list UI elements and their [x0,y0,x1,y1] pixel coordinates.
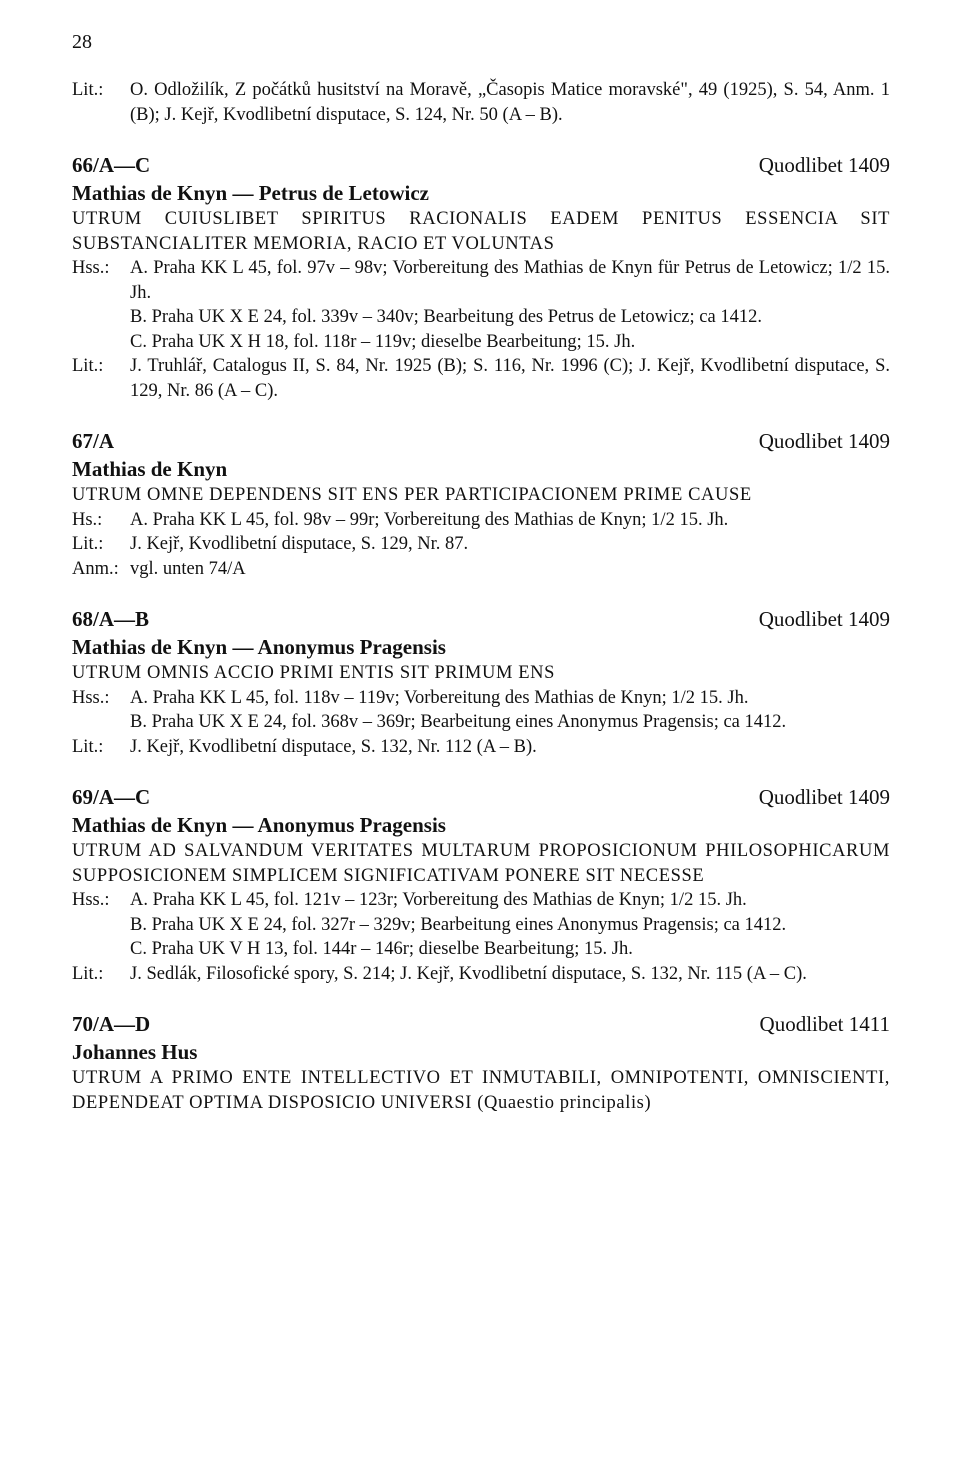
entry-id: 66/A—C [72,153,151,177]
hss-label: Hss.: [72,687,110,708]
lit-text: O. Odložilík, Z počátků husitství na Moravě, „Časopis Matice moravské", 49 (1925), S. 54, Anm. 1 (B); J. Kejř, Kvodlibetní disputace, S. 124, Nr. 50 (A – B). [130,80,890,125]
entry-header [72,151,890,179]
catalog-entry [72,427,890,581]
lit-label: Lit.: [72,80,104,100]
top-literature [72,78,890,127]
manuscript-item: A. Praha KK L 45, fol. 97v – 98v; Vorbereitung des Mathias de Knyn für Petrus de Letowicz; 1/2 15. Jh. [130,258,890,303]
hss-label: Hss.: [72,258,110,278]
entry-header [72,605,890,633]
entry-incipit: UTRUM OMNIS ACCIO PRIMI ENTIS SIT PRIMUM ENS [72,663,555,683]
entry-header [72,427,890,455]
manuscript-item: B. Praha UK X E 24, fol. 368v – 369r; Bearbeitung eines Anonymus Pragensis; ca 1412. [130,712,787,732]
note [72,557,890,582]
manuscript-item: C. Praha UK X H 18, fol. 118r – 119v; dieselbe Bearbeitung; 15. Jh. [130,331,636,352]
literature [72,354,890,403]
lit-label: Lit.: [72,534,104,554]
entry-type: Quodlibet 1409 [758,153,890,177]
literature [72,735,890,760]
lit-label: Lit.: [72,736,104,757]
hss-label: Hss.: [72,890,110,910]
lit-label: Lit.: [72,356,104,376]
manuscript-item: A. Praha KK L 45, fol. 98v – 99r; Vorbereitung des Mathias de Knyn; 1/2 15. Jh. [130,509,729,530]
lit-label: Lit.: [72,963,104,984]
entry-id: 67/A [72,429,114,453]
lit-text: J. Kejř, Kvodlibetní disputace, S. 129, Nr. 87. [130,534,469,554]
entry-incipit: UTRUM AD SALVANDUM VERITATES MULTARUM PROPOSICIONUM PHILOSOPHICARUM SUPPOSICIONEM SIMPLICEM SIGNIFICATIVAM PONERE SIT NECESSE [72,841,890,886]
manuscript-item: C. Praha UK V H 13, fol. 144r – 146r; dieselbe Bearbeitung; 15. Jh. [130,939,633,959]
entry-id: 68/A—B [72,607,150,631]
entry-authors: Mathias de Knyn [72,457,228,481]
literature [72,962,890,987]
anm-text: vgl. unten 74/A [130,558,246,579]
manuscripts [72,256,890,354]
entry-header [72,783,890,811]
literature [72,532,890,557]
entry-type: Quodlibet 1411 [759,1012,890,1036]
manuscript-item: B. Praha UK X E 24, fol. 327r – 329v; Bearbeitung eines Anonymus Pragensis; ca 1412. [130,914,787,935]
entry-authors: Mathias de Knyn — Petrus de Letowicz [72,181,429,205]
page-number: 28 [72,31,92,53]
entry-authors: Mathias de Knyn — Anonymus Pragensis [72,813,446,837]
lit-text: J. Sedlák, Filosofické spory, S. 214; J. Kejř, Kvodlibetní disputace, S. 132, Nr. 115 (A – C). [130,963,807,984]
manuscript-item: A. Praha KK L 45, fol. 121v – 123r; Vorbereitung des Mathias de Knyn; 1/2 15. Jh. [130,890,747,910]
manuscripts [72,686,890,735]
manuscript-item: A. Praha KK L 45, fol. 118v – 119v; Vorbereitung des Mathias de Knyn; 1/2 15. Jh. [130,687,749,708]
catalog-entry [72,783,890,986]
entry-incipit: UTRUM CUIUSLIBET SPIRITUS RACIONALIS EADEM PENITUS ESSENCIA SIT SUBSTANCIALITER MEMORIA, RACIO ET VOLUNTAS [72,209,890,254]
catalog-entry [72,605,890,759]
hss-label: Hs.: [72,509,103,530]
manuscript-item: B. Praha UK X E 24, fol. 339v – 340v; Bearbeitung des Petrus de Letowicz; ca 1412. [130,307,762,327]
lit-text: J. Truhlář, Catalogus II, S. 84, Nr. 1925 (B); S. 116, Nr. 1996 (C); J. Kejř, Kvodlibetní disputace, S. 129, Nr. 86 (A – C). [130,356,890,401]
catalog-entry [72,1010,890,1115]
entry-authors: Johannes Hus [72,1040,198,1064]
catalog-entry [72,151,890,403]
entry-header [72,1010,890,1038]
document-page [72,30,890,1115]
manuscripts [72,508,890,533]
entry-id: 70/A—D [72,1012,151,1036]
entry-type: Quodlibet 1409 [758,607,890,631]
entry-type: Quodlibet 1409 [758,429,890,453]
lit-text: J. Kejř, Kvodlibetní disputace, S. 132, Nr. 112 (A – B). [130,736,537,757]
entry-authors: Mathias de Knyn — Anonymus Pragensis [72,635,446,659]
manuscripts [72,888,890,962]
entry-type: Quodlibet 1409 [758,785,890,809]
entry-id: 69/A—C [72,785,151,809]
entry-incipit: UTRUM OMNE DEPENDENS SIT ENS PER PARTICIPACIONEM PRIME CAUSE [72,485,752,505]
anm-label: Anm.: [72,558,119,579]
entry-incipit: UTRUM A PRIMO ENTE INTELLECTIVO ET INMUTABILI, OMNIPOTENTI, OMNISCIENTI, DEPENDEAT OPTIMA DISPOSICIO UNIVERSI (Quaestio principalis) [72,1068,890,1113]
